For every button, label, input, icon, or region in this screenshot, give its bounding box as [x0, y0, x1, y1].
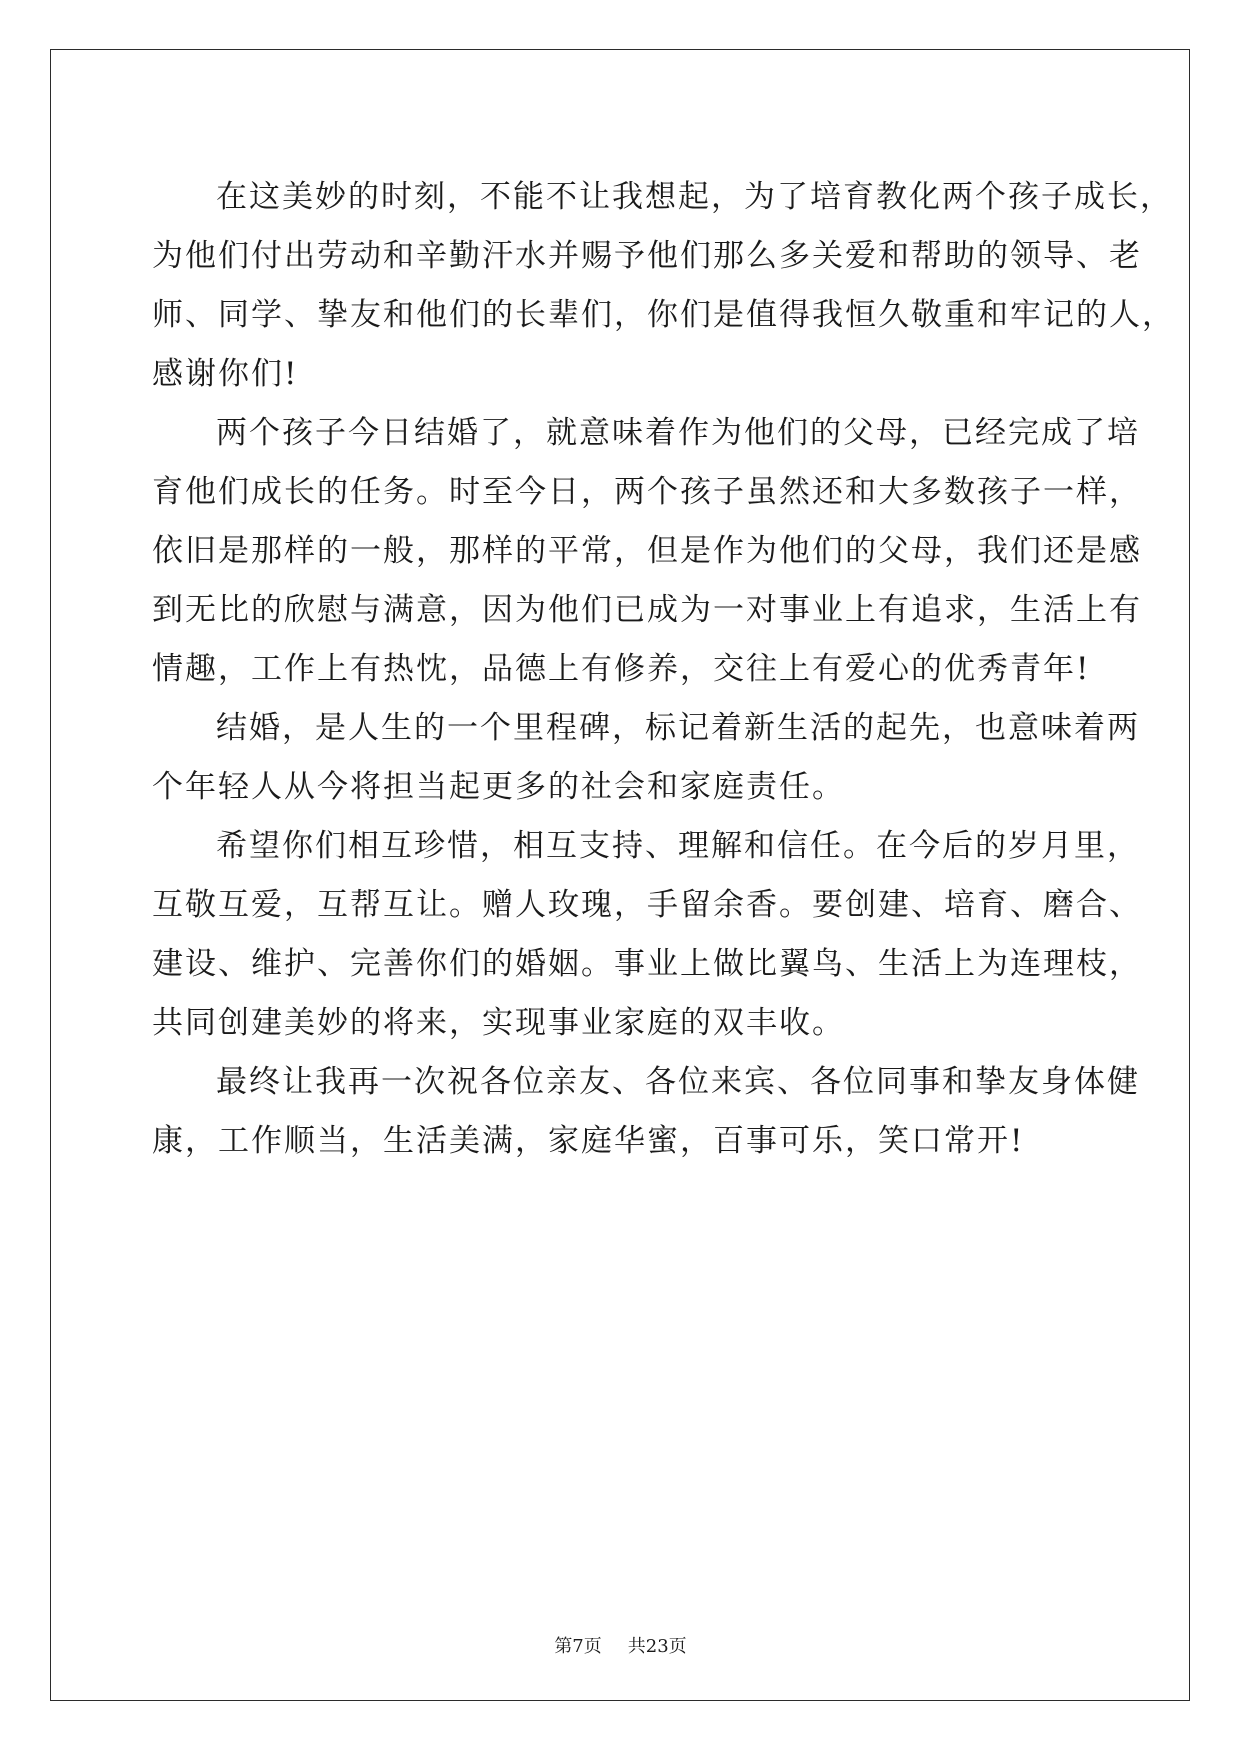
text-line: 结婚，是人生的一个里程碑，标记着新生活的起先，也意味着两	[216, 710, 1140, 746]
page-total: 共23页	[627, 1636, 687, 1657]
text-line: 感谢你们!	[152, 356, 299, 392]
text-line: 师、同学、挚友和他们的长辈们，你们是值得我恒久敬重和牢记的人，	[152, 297, 1175, 333]
text-line: 为他们付出劳动和辛勤汗水并赐予他们那么多关爱和帮助的领导、老	[152, 238, 1142, 274]
page-number: 第7页	[554, 1636, 602, 1657]
text-line: 建设、维护、完善你们的婚姻。事业上做比翼鸟、生活上为连理枝，	[152, 946, 1142, 982]
text-line: 互敬互爱，互帮互让。赠人玫瑰，手留余香。要创建、培育、磨合、	[152, 887, 1142, 923]
text-line: 最终让我再一次祝各位亲友、各位来宾、各位同事和挚友身体健	[216, 1064, 1140, 1100]
text-line: 共同创建美妙的将来，实现事业家庭的双丰收。	[152, 1005, 845, 1041]
text-line: 依旧是那样的一般，那样的平常，但是作为他们的父母，我们还是感	[152, 533, 1142, 569]
text-line: 育他们成长的任务。时至今日，两个孩子虽然还和大多数孩子一样，	[152, 474, 1142, 510]
text-line: 两个孩子今日结婚了，就意味着作为他们的父母，已经完成了培	[216, 415, 1140, 451]
text-line: 在这美妙的时刻，不能不让我想起，为了培育教化两个孩子成长，	[216, 179, 1173, 215]
text-line: 个年轻人从今将担当起更多的社会和家庭责任。	[152, 769, 845, 805]
text-line: 康，工作顺当，生活美满，家庭华蜜，百事可乐，笑口常开!	[152, 1123, 1025, 1159]
document-body	[152, 168, 1175, 1171]
text-line: 希望你们相互珍惜，相互支持、理解和信任。在今后的岁月里，	[216, 828, 1140, 864]
text-line: 情趣，工作上有热忱，品德上有修养，交往上有爱心的优秀青年!	[152, 651, 1091, 687]
text-line: 到无比的欣慰与满意，因为他们已成为一对事业上有追求，生活上有	[152, 592, 1142, 628]
page-footer	[0, 1632, 1241, 1658]
